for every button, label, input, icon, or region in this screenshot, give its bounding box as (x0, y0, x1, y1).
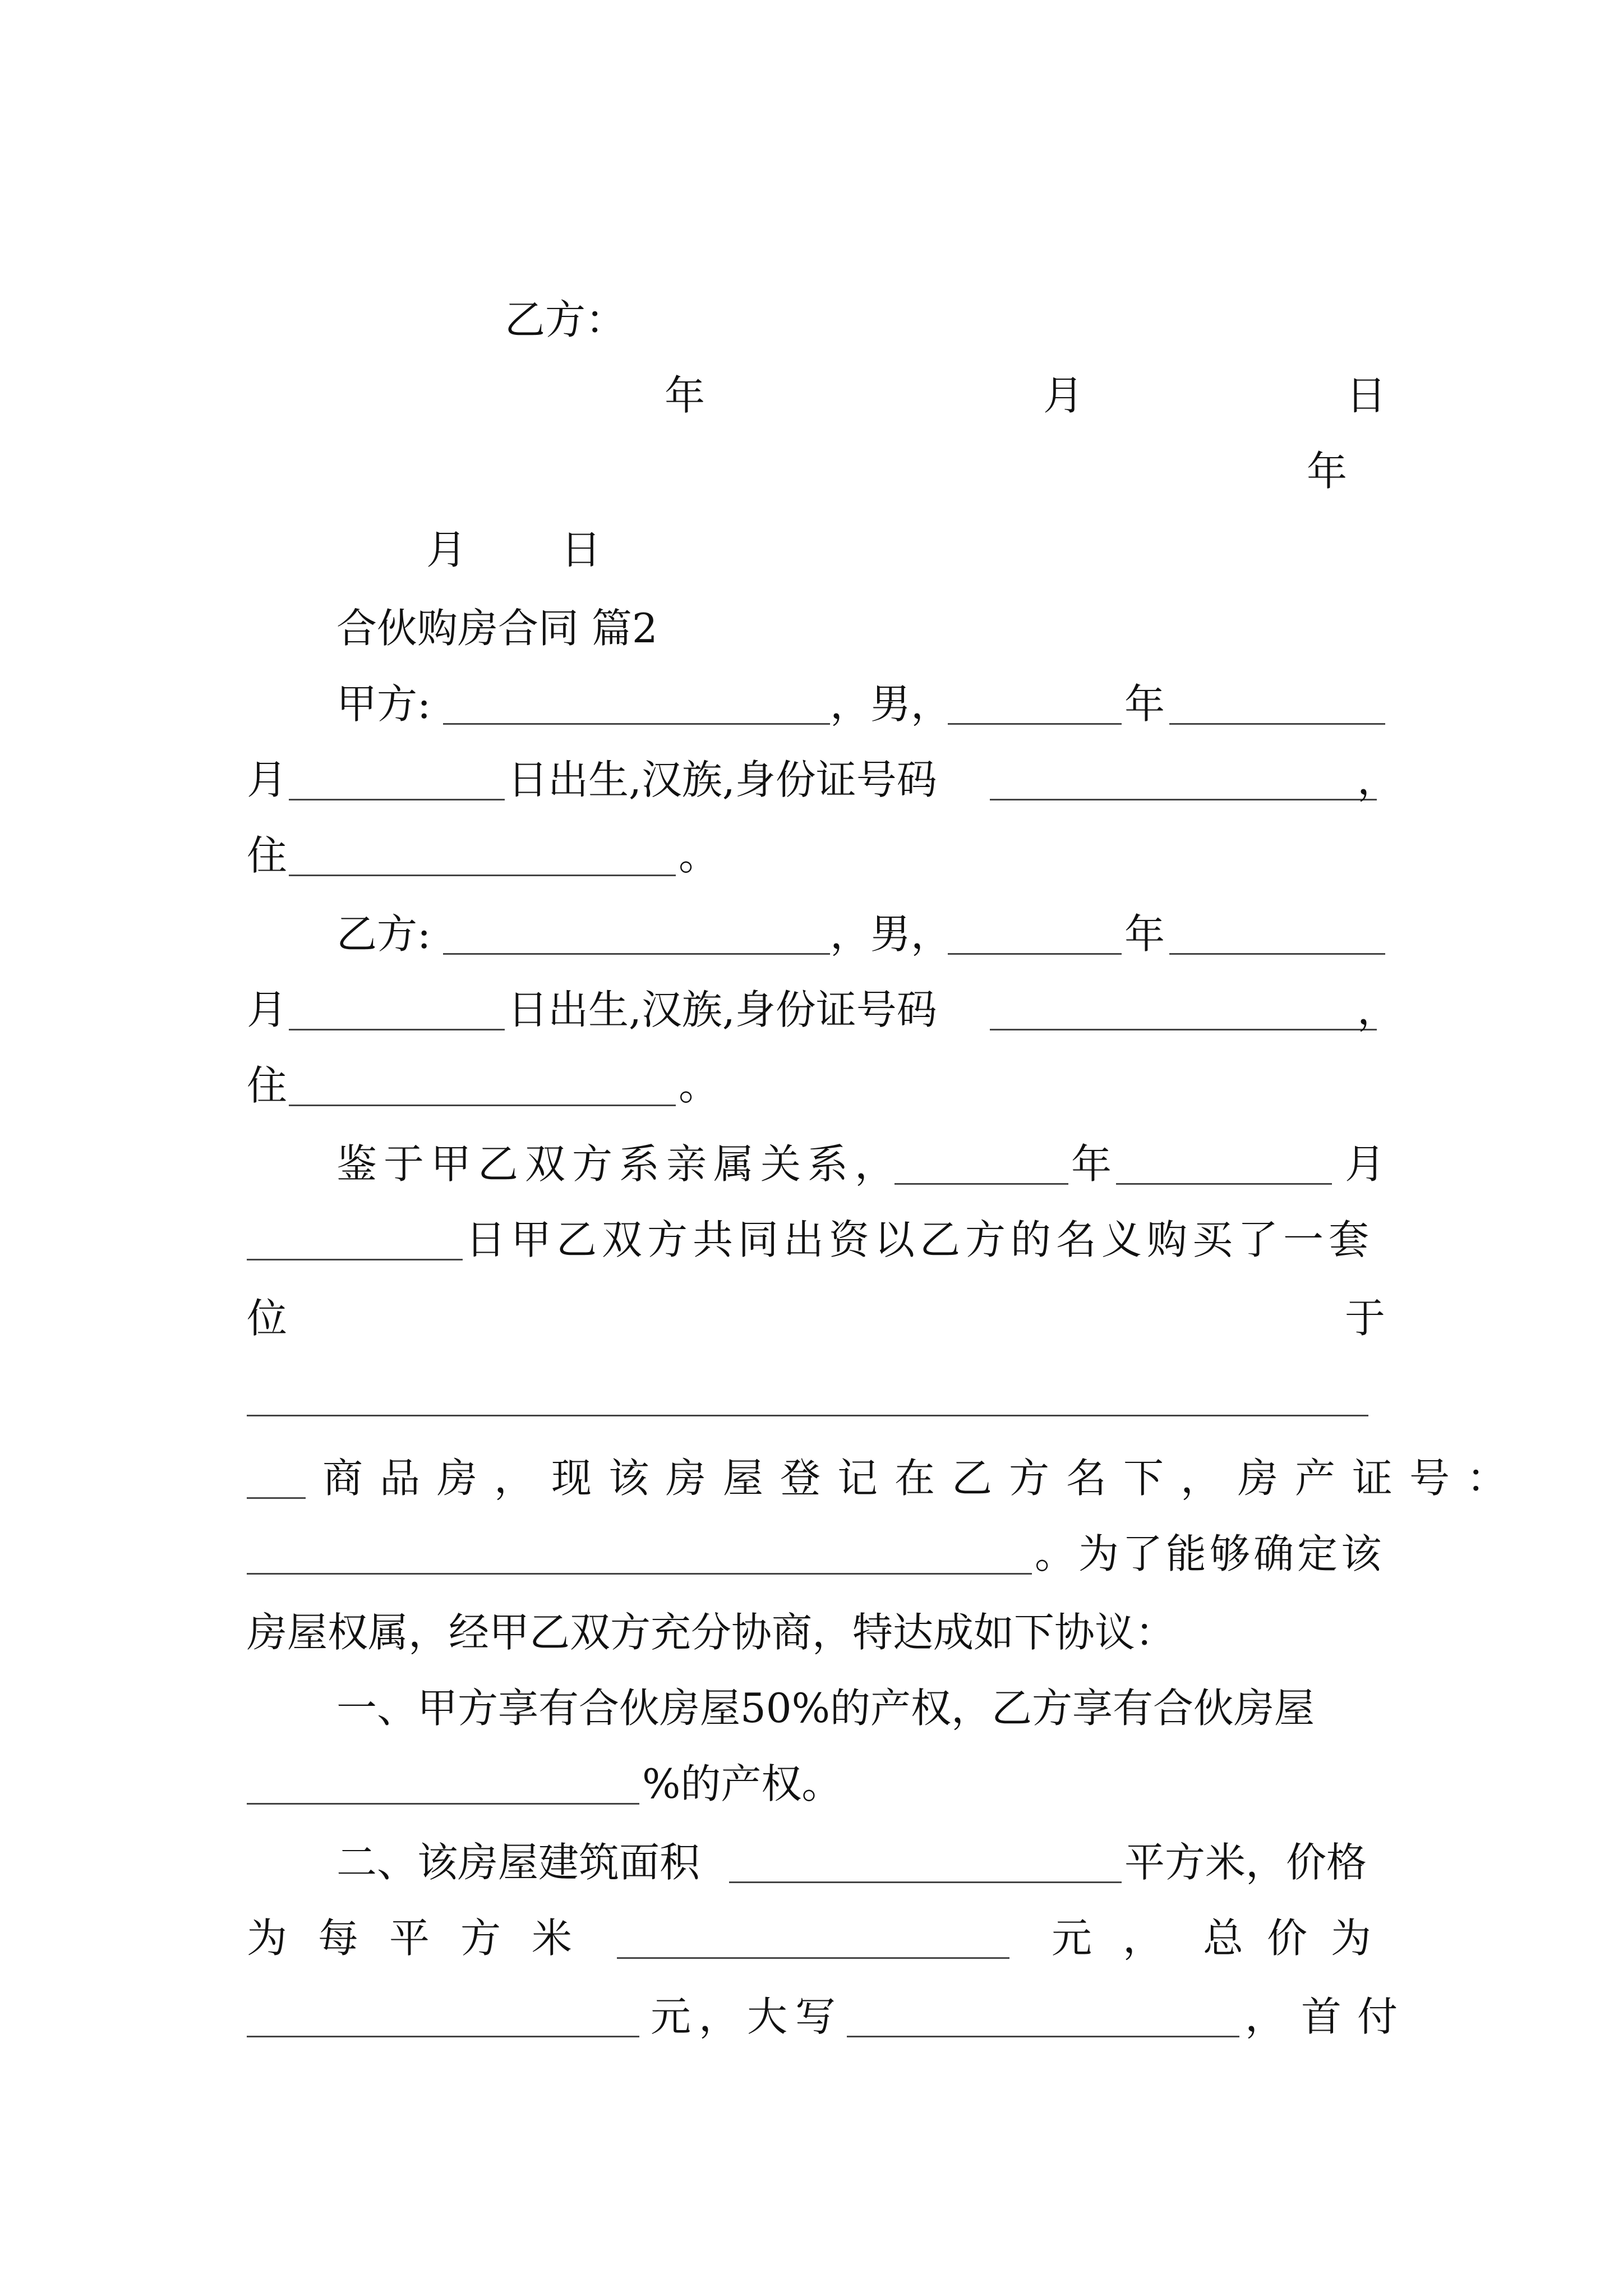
recital-month-label: 月 (1345, 1140, 1386, 1188)
recital-line-3 (247, 1285, 1385, 1352)
party-b-name-blank[interactable] (443, 900, 830, 955)
sign-date2-day: 日 (561, 526, 602, 573)
party-a-line-1 (247, 670, 1385, 738)
recital-line-1 (247, 1130, 1385, 1198)
sign-date1-year: 年 (665, 372, 706, 419)
recital-wei: 位 (247, 1295, 288, 1342)
party-b-line-3 (247, 1052, 1385, 1119)
clause2-line-2 (247, 1904, 1395, 1972)
party-a-name-blank[interactable] (443, 670, 830, 725)
party-b-year-label: 年 (1124, 910, 1165, 958)
party-a-born-text: 日出生,汉族,身份证号码 (508, 756, 937, 803)
recital-line-6 (247, 1599, 1385, 1666)
party-a-year-label: 年 (1124, 680, 1165, 728)
clause2-lead: 二、该房屋建筑面积 (336, 1839, 700, 1886)
sign-date2-month: 月 (426, 526, 467, 573)
sign-date-line-2a (247, 438, 1385, 505)
clause2-line-3 (247, 1983, 1414, 2050)
party-b-month-blank[interactable] (1169, 900, 1385, 955)
party-a-line-3 (247, 822, 1385, 889)
recital-month-blank[interactable] (1116, 1130, 1332, 1185)
sign-date2-year: 年 (1307, 448, 1348, 495)
clause2-area-blank[interactable] (729, 1829, 1122, 1883)
recital-line-5 (247, 1520, 1385, 1588)
recital-year-blank[interactable] (895, 1130, 1068, 1185)
clause2-yuan: 元， (1052, 1915, 1195, 1962)
clause2-total: 总价为 (1203, 1915, 1395, 1962)
party-b-gender: ，男， (830, 910, 952, 958)
clause1-tail: %的产权。 (642, 1760, 842, 1807)
recital-agreement: 房屋权属，经甲乙双方充分协商，特达成如下协议： (247, 1609, 1176, 1656)
clause2-capital-blank[interactable] (847, 1983, 1239, 2037)
clause1-share-blank[interactable] (247, 1750, 639, 1805)
property-cert-blank[interactable] (247, 1520, 1032, 1575)
sign-date1-day: 日 (1346, 372, 1387, 419)
party-a-gender: ，男， (830, 680, 952, 728)
party-b-comma: ， (1357, 986, 1398, 1033)
clause1-line-2 (247, 1750, 1385, 1818)
party-a-line-2 (247, 746, 1398, 813)
party-a-month-label: 月 (247, 756, 288, 803)
party-b-month-label: 月 (247, 986, 288, 1033)
sign-date-line-2b (247, 516, 1385, 583)
document-heading: 合伙购房合同 篇2 (336, 605, 658, 652)
recital-house-line: 商品房，现该房屋登记在乙方名下，房产证号： (322, 1455, 1524, 1502)
recital-yu: 于 (1344, 1295, 1385, 1342)
recital-day-rest: 日甲乙双方共同出资以乙方的名义购买了一套 (465, 1216, 1375, 1263)
party-b-born-text: 日出生,汉族,身份证号码 (508, 986, 937, 1033)
heading-line (247, 595, 1385, 662)
party-a-address-blank[interactable] (289, 822, 676, 876)
party-b-year-blank[interactable] (948, 900, 1122, 955)
party-a-address-label: 住 (247, 832, 288, 879)
recital-day-blank[interactable] (247, 1206, 463, 1260)
party-b-label: 乙方: (336, 910, 431, 958)
clause2-line-1 (247, 1829, 1385, 1896)
party-b-day-blank[interactable] (289, 976, 505, 1030)
clause2-unit: 平方米，价格 (1124, 1839, 1367, 1886)
clause2-total-blank[interactable] (247, 1983, 639, 2037)
party-b-id-blank[interactable] (990, 976, 1377, 1030)
recital-year-label: 年 (1071, 1140, 1112, 1188)
party-a-period: 。 (679, 832, 720, 879)
party-a-month-blank[interactable] (1169, 670, 1385, 725)
clause2-price-blank[interactable] (617, 1904, 1009, 1959)
party-b-line-2 (247, 976, 1398, 1043)
party-a-comma: ， (1357, 756, 1398, 803)
house-location-blank[interactable] (247, 1415, 1368, 1416)
party-a-label: 甲方: (336, 680, 431, 728)
clause2-per-sqm: 为每平方米 (247, 1915, 603, 1962)
clause2-down: ，首付 (1245, 1993, 1414, 2040)
sign-party-b-label: 乙方： (505, 296, 626, 343)
sign-party-b-line (247, 286, 1385, 353)
party-b-line-1 (247, 900, 1385, 968)
recital-lead: 鉴于甲乙双方系亲属关系， (336, 1140, 902, 1188)
party-b-period: 。 (679, 1062, 720, 1109)
party-a-year-blank[interactable] (948, 670, 1122, 725)
recital-line-2 (247, 1206, 1385, 1273)
recital-line-4 (247, 1444, 1524, 1512)
house-type-blank[interactable] (247, 1444, 306, 1499)
clause1-line-1 (247, 1674, 1385, 1742)
clause2-yuan2: 元，大写 (651, 1993, 844, 2040)
sign-date-line-1 (247, 362, 1385, 429)
party-b-address-label: 住 (247, 1062, 288, 1109)
clause1-text: 一、甲方享有合伙房屋50%的产权，乙方享有合伙房屋 (336, 1685, 1315, 1732)
party-a-day-blank[interactable] (289, 746, 505, 800)
recital-purpose: 。为了能够确定该 (1035, 1530, 1385, 1577)
sign-date1-month: 月 (1043, 372, 1084, 419)
party-a-id-blank[interactable] (990, 746, 1377, 800)
party-b-address-blank[interactable] (289, 1052, 676, 1106)
